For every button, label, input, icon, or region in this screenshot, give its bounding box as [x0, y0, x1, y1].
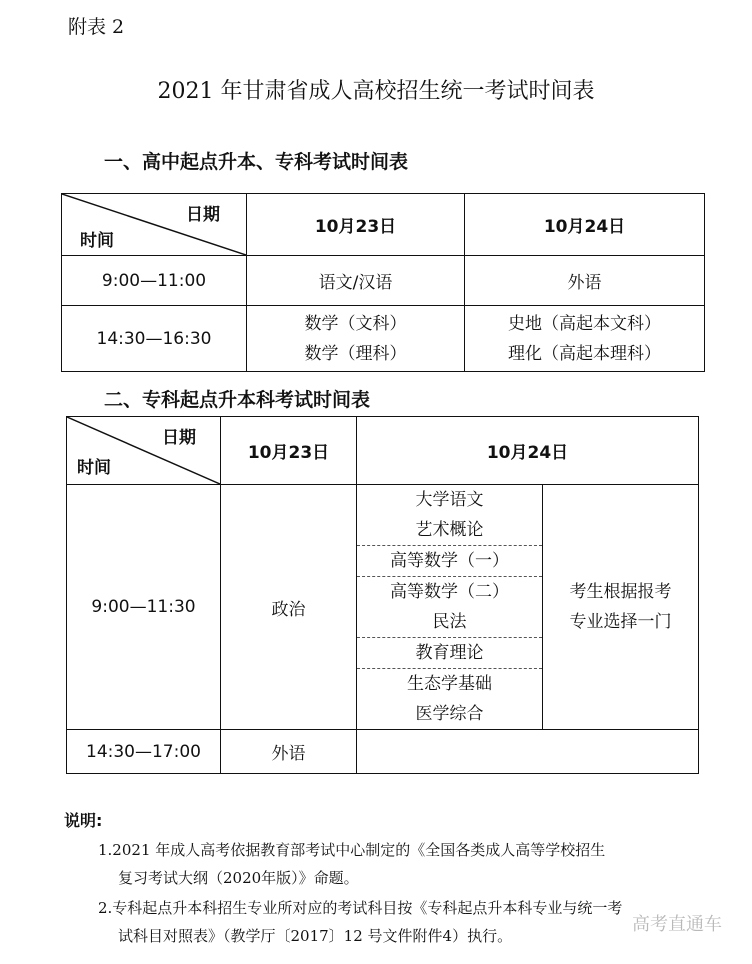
subject-cell: 外语 — [465, 256, 705, 306]
annex-label: 附表 2 — [68, 16, 125, 38]
subject-cell: 外语 — [221, 730, 357, 774]
subject-line: 史地（高起本文科） — [508, 313, 661, 334]
header-time-label: 时间 — [77, 458, 111, 478]
subject-line: 艺术概论 — [357, 515, 542, 546]
subject-line: 高等数学（二） — [390, 582, 509, 602]
watermark: 高考直通车 — [632, 914, 722, 935]
col-header-oct23: 10月23日 — [247, 194, 465, 256]
note-cell — [543, 485, 699, 730]
header-date-label: 日期 — [162, 428, 196, 448]
col-header-oct23: 10月23日 — [221, 417, 357, 485]
subject-line: 生态学基础 — [407, 674, 492, 694]
note-line: 2.专科起点升本科招生专业所对应的考试科目按《专科起点升本科专业与统一考 — [98, 899, 623, 917]
note-line: 专业选择一门 — [569, 612, 672, 632]
note-line: 复习考试大纲（2020年版）》命题。 — [118, 869, 359, 887]
table-college — [66, 416, 699, 774]
empty-cell — [357, 730, 699, 774]
table-high-school — [61, 193, 705, 372]
subject-line: 大学语文 — [415, 490, 484, 510]
subject-cell: 语文/汉语 — [247, 256, 465, 306]
note-item-1 — [98, 836, 698, 892]
subject-line: 高等数学（一） — [357, 546, 542, 577]
time-cell: 9:00—11:00 — [62, 256, 247, 306]
col-header-oct24: 10月24日 — [465, 194, 705, 256]
time-cell: 9:00—11:30 — [67, 485, 221, 730]
header-date-label: 日期 — [186, 205, 220, 225]
header-time-label: 时间 — [80, 231, 114, 251]
col-header-oct24: 10月24日 — [357, 417, 699, 485]
subject-line: 数学（理科） — [304, 343, 407, 364]
page-title: 2021 年甘肃省成人高校招生统一考试时间表 — [157, 79, 595, 104]
subject-line: 数学（文科） — [304, 313, 407, 334]
header-diagonal-cell — [67, 417, 221, 485]
subject-cell: 政治 — [221, 485, 357, 730]
header-diagonal-cell — [62, 194, 247, 256]
subject-line: 教育理论 — [357, 638, 542, 669]
time-cell: 14:30—17:00 — [67, 730, 221, 774]
note-item-2 — [98, 894, 698, 950]
subject-cell — [247, 306, 465, 372]
subject-cell — [465, 306, 705, 372]
section2-heading: 二、专科起点升本科考试时间表 — [104, 389, 371, 411]
note-line: 考生根据报考 — [569, 582, 672, 602]
notes-label: 说明: — [64, 811, 103, 830]
note-line: 1.2021 年成人高考依据教育部考试中心制定的《全国各类成人高等学校招生 — [98, 841, 606, 859]
subject-line: 医学综合 — [415, 704, 484, 724]
subject-line: 理化（高起本理科） — [508, 343, 661, 364]
subject-line: 民法 — [357, 607, 542, 638]
time-cell: 14:30—16:30 — [62, 306, 247, 372]
subject-list-cell — [357, 485, 543, 730]
note-line: 试科目对照表》（教学厅〔2017〕12 号文件附件4）执行。 — [118, 927, 513, 945]
section1-heading: 一、高中起点升本、专科考试时间表 — [104, 151, 409, 173]
